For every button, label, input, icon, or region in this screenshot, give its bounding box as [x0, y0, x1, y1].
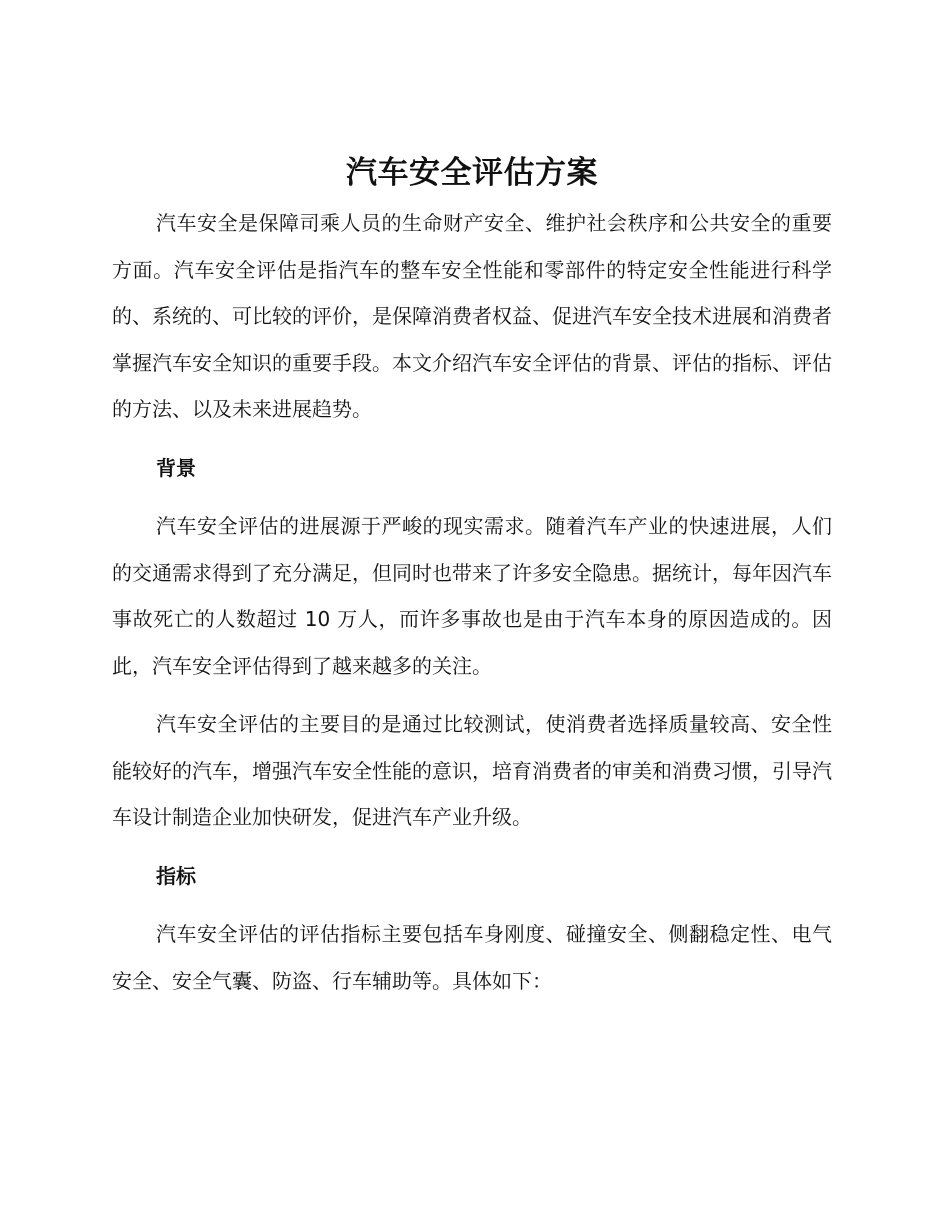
document-title: 汽车安全评估方案	[346, 155, 598, 191]
indicators-paragraph-1: 汽车安全评估的评估指标主要包括车身刚度、碰撞安全、侧翻稳定性、电气安全、安全气囊、防盗、行车辅助等。具体如下：	[112, 922, 832, 993]
background-paragraph-1: 汽车安全评估的进展源于严峻的现实需求。随着汽车产业的快速进展，人们的交通需求得到了充分满足，但同时也带来了许多安全隐患。据统计，每年因汽车事故死亡的人数超过 10 万人，而许多事故也是由于汽车本身的原因造成的。因此，汽车安全评估得到了越来越多的关注。	[112, 514, 832, 678]
document-page	[112, 150, 832, 1016]
section-heading-background: 背景	[156, 455, 196, 480]
section-heading-indicators: 指标	[156, 863, 196, 888]
section-indicators	[112, 853, 832, 1005]
intro-paragraph: 汽车安全是保障司乘人员的生命财产安全、维护社会秩序和公共安全的重要方面。汽车安全评估是指汽车的整车安全性能和零部件的特定安全性能进行科学的、系统的、可比较的评价，是保障消费者权益、促进汽车安全技术进展和消费者掌握汽车安全知识的重要手段。本文介绍汽车安全评估的背景、评估的指标、评估的方法、以及未来进展趋势。	[112, 211, 832, 421]
section-background	[112, 445, 832, 841]
background-paragraph-2: 汽车安全评估的主要目的是通过比较测试，使消费者选择质量较高、安全性能较好的汽车，增强汽车安全性能的意识，培育消费者的审美和消费习惯，引导汽车设计制造企业加快研发，促进汽车产业升级。	[112, 712, 832, 829]
